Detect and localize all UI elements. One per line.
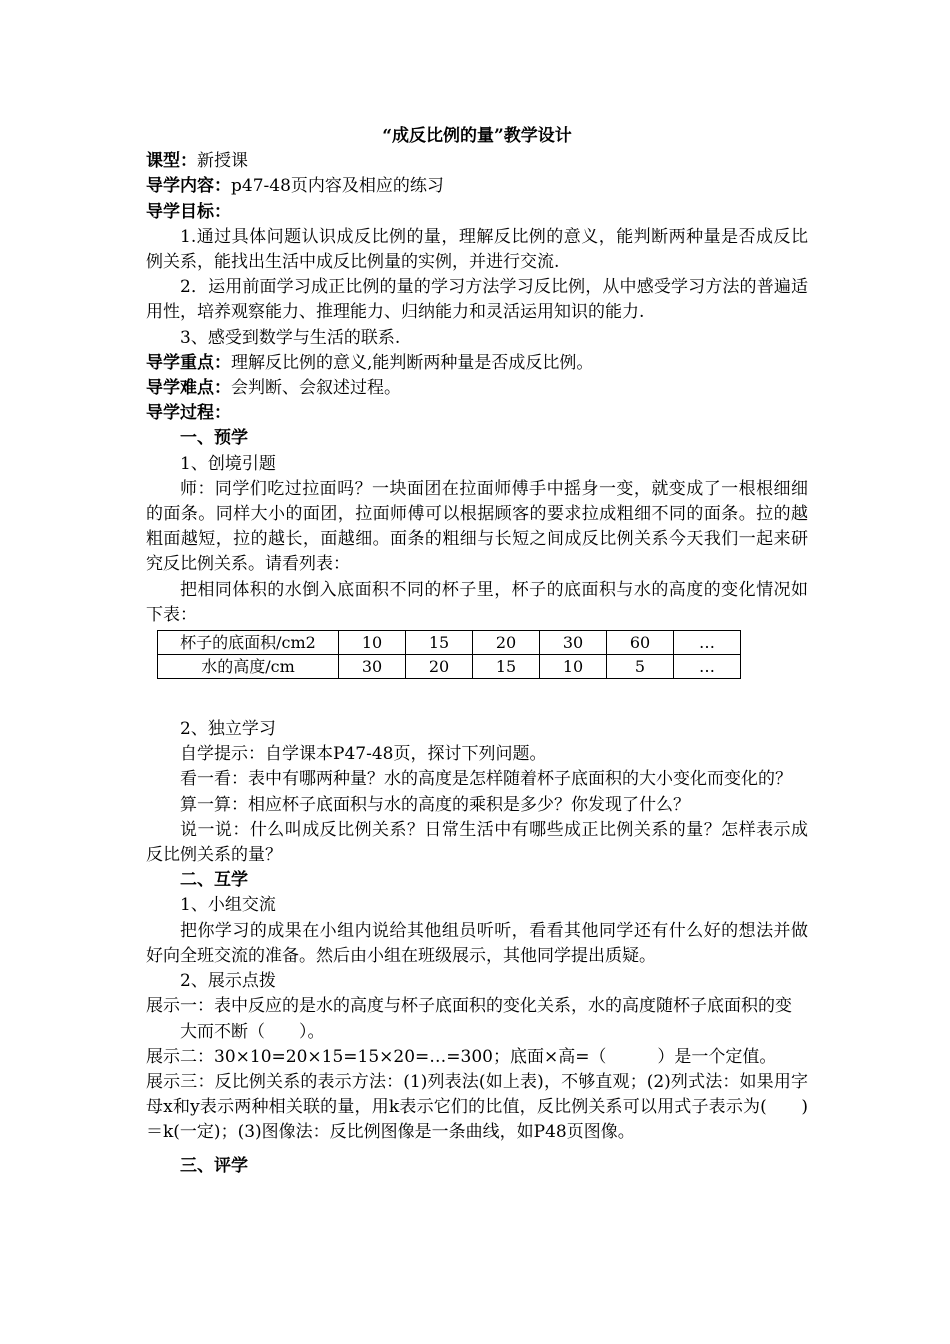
table-cell: 5: [607, 655, 674, 679]
table-row-header: 水的高度/cm: [158, 655, 339, 679]
lesson-type-value: 新授课: [197, 151, 248, 172]
difficulty-label: 导学难点：: [146, 378, 231, 399]
document-title: “成反比例的量”教学设计: [382, 126, 572, 146]
presentation-two: 展示二：30×10=20×15=15×20=…=300；底面×高=（ ）是一个定值。: [146, 1046, 777, 1067]
question-speak: 说一说：什么叫成反比例关系？日常生活中有哪些成正比例关系的量？怎样表示成反比例关系的量？: [146, 819, 808, 866]
data-table: [157, 630, 741, 679]
difficulty-value: 会判断、会叙述过程。: [231, 378, 401, 399]
question-calculate: 算一算：相应杯子底面积与水的高度的乘积是多少？你发现了什么？: [180, 794, 690, 815]
table-cell: 15: [473, 655, 540, 679]
table-cell: 60: [607, 631, 674, 655]
content-value: p47-48页内容及相应的练习: [231, 176, 444, 197]
key-label: 导学重点：: [146, 352, 231, 373]
lesson-type-label: 课型：: [146, 151, 197, 172]
table-cell: 30: [339, 655, 406, 679]
document-page: [146, 124, 808, 1179]
table-cell: 20: [406, 655, 473, 679]
lesson-type-line: [146, 149, 808, 174]
table-cell: 10: [339, 631, 406, 655]
subheading-situation: 1、创境引题: [180, 453, 276, 474]
section-heading-3: 三、评学: [180, 1155, 248, 1176]
subheading-presentation: 2、展示点拨: [180, 971, 276, 992]
table-row-header: 杯子的底面积/cm2: [158, 631, 339, 655]
process-label: 导学过程：: [146, 403, 231, 424]
table-cell: 15: [406, 631, 473, 655]
subheading-independent-study: 2、独立学习: [180, 719, 276, 740]
table-cell: 20: [473, 631, 540, 655]
group-exchange-paragraph: 把你学习的成果在小组内说给其他组员听听，看看其他同学还有什么好的想法并做好向全班交流的准备。然后由小组在班级展示，其他同学提出质疑。: [146, 920, 808, 966]
goal-item-3: 3、感受到数学与生活的联系.: [180, 327, 401, 348]
section-heading-2: 二、互学: [180, 870, 248, 891]
key-value: 理解反比例的意义,能判断两种量是否成反比例。: [231, 352, 594, 373]
section-heading-1: 一、预学: [180, 428, 248, 449]
table-cell: 10: [540, 655, 607, 679]
table-cell: …: [674, 655, 741, 679]
subheading-group-exchange: 1、小组交流: [180, 895, 276, 916]
table-cell: …: [674, 631, 741, 655]
goals-label: 导学目标：: [146, 201, 231, 222]
table-row: [158, 631, 741, 655]
content-label: 导学内容：: [146, 176, 231, 197]
self-study-hint: 自学提示：自学课本P47-48页，探讨下列问题。: [180, 744, 547, 765]
goal-item-2: 2．运用前面学习成正比例的量的学习方法学习反比例，从中感受学习方法的普遍适用性，培养观察能力、推理能力、归纳能力和灵活运用知识的能力.: [146, 277, 808, 323]
goal-item-1: 1.通过具体问题认识成反比例的量，理解反比例的意义，能判断两种量是否成反比例关系，能找出生活中成反比例量的实例，并进行交流.: [146, 226, 808, 273]
table-cell: 30: [540, 631, 607, 655]
content-line: [146, 174, 808, 199]
difficulty-line: [146, 376, 808, 401]
table-row: [158, 655, 741, 679]
teacher-intro-paragraph: 师：同学们吃过拉面吗？一块面团在拉面师傅手中摇身一变，就变成了一根根细细的面条。同样大小的面团，拉面师傅可以根据顾客的要求拉成粗细不同的面条。拉的越粗面越短，拉的越长，面越细。面条的粗细与长短之间成反比例关系今天我们一起来研究反比例关系。请看列表：: [146, 478, 808, 575]
presentation-one: 展示一：表中反应的是水的高度与杯子底面积的变化关系，水的高度随杯子底面积的变大而不断（ ）。: [146, 996, 792, 1042]
presentation-three: 展示三：反比例关系的表示方法：(1)列表法(如上表)，不够直观；(2)列式法：如果用字母x和y表示两种相关联的量，用k表示它们的比值，反比例关系可以用式子表示为( )＝k(一定)；(3)图像法：反比例图像是一条曲线，如P48页图像。: [146, 1071, 808, 1143]
question-look: 看一看：表中有哪两种量？水的高度是怎样随着杯子底面积的大小变化而变化的？: [180, 769, 792, 790]
table-intro-paragraph: 把相同体积的水倒入底面积不同的杯子里，杯子的底面积与水的高度的变化情况如下表：: [146, 579, 808, 625]
key-line: [146, 351, 808, 376]
